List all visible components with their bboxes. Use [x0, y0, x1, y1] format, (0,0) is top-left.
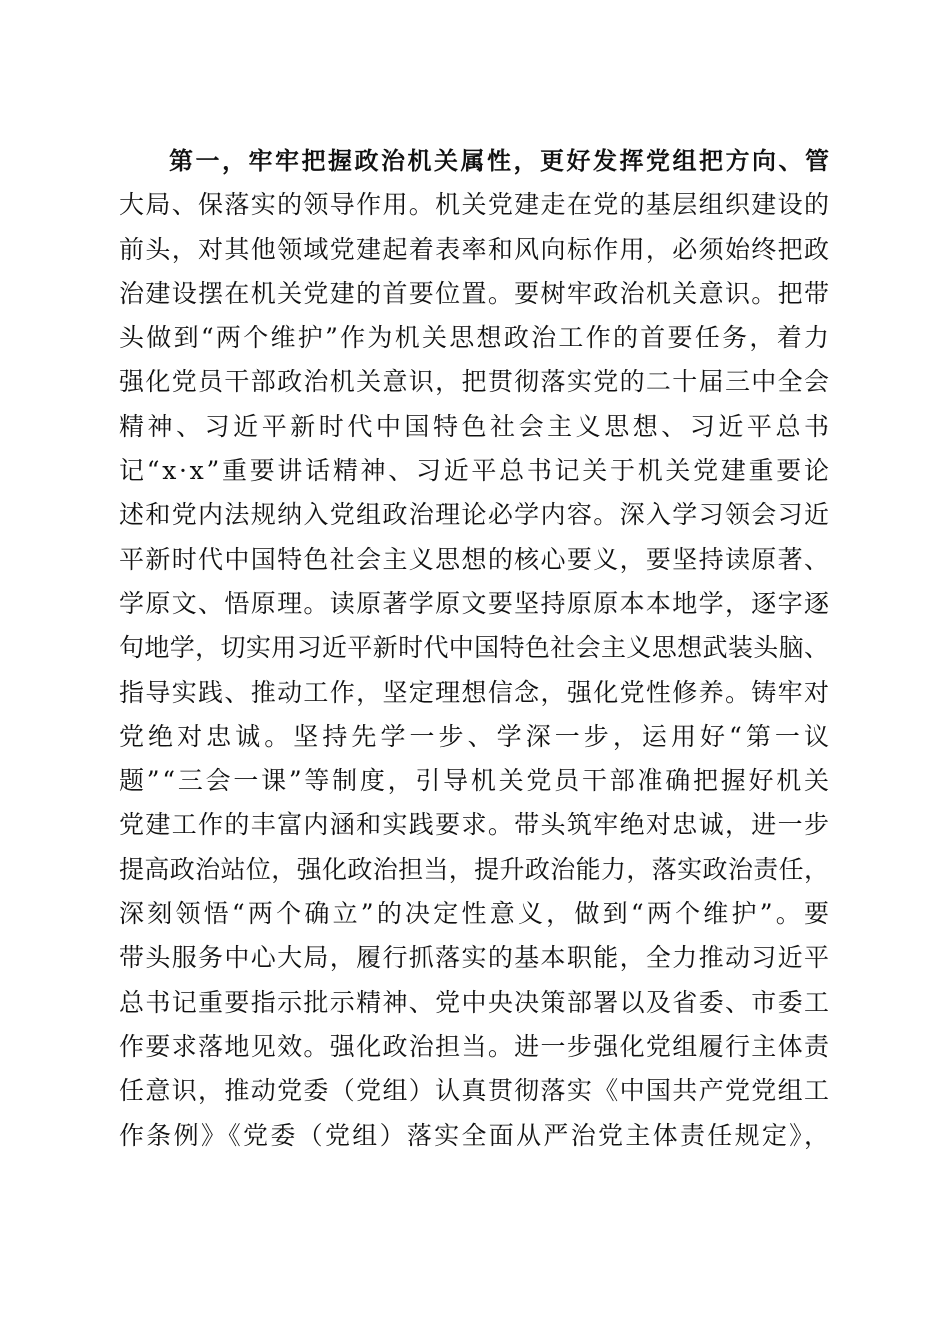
paragraph-lead-heading: 第一，牢牢把握政治机关属性，更好发挥党组把方向、管: [169, 147, 832, 175]
text-line: 治建设摆在机关党建的首要位置。要树牢政治机关意识。把带: [119, 278, 831, 308]
text-line: 党绝对忠诚。坚持先学一步、学深一步，运用好“第一议: [119, 721, 834, 751]
text-line: 提高政治站位，强化政治担当，提升政治能力，落实政治责任，: [119, 854, 830, 884]
text-line: 平新时代中国特色社会主义思想的核心要义，要坚持读原著、: [119, 544, 831, 574]
text-line: 强化党员干部政治机关意识，把贯彻落实党的二十届三中全会: [119, 367, 831, 397]
text-line: 题”“三会一课”等制度，引导机关党员干部准确把握好机关: [119, 766, 832, 796]
text-line: 记“x·x”重要讲话精神、习近平总书记关于机关党建重要论: [119, 456, 832, 486]
text-line: 总书记重要指示批示精神、党中央决策部署以及省委、市委工: [119, 987, 831, 1017]
text-line: 任意识，推动党委（党组）认真贯彻落实《中国共产党党组工: [119, 1076, 831, 1106]
text-line: 学原文、悟原理。读原著学原文要坚持原原本本地学，逐字逐: [119, 588, 831, 618]
text-line: 大局、保落实的领导作用。机关党建走在党的基层组织建设的: [119, 190, 831, 220]
text-line: 前头，对其他领域党建起着表率和风向标作用，必须始终把政: [119, 234, 831, 264]
text-line: 句地学，切实用习近平新时代中国特色社会主义思想武装头脑、: [119, 633, 830, 663]
text-line: 党建工作的丰富内涵和实践要求。带头筑牢绝对忠诚，进一步: [119, 810, 831, 840]
text-line: 指导实践、推动工作，坚定理想信念，强化党性修养。铸牢对: [119, 677, 831, 707]
text-line: 头做到“两个维护”作为机关思想政治工作的首要任务，着力: [119, 323, 832, 353]
text-line: 作条例》《党委（党组）落实全面从严治党主体责任规定》，: [119, 1120, 832, 1150]
text-line: 述和党内法规纳入党组政治理论必学内容。深入学习领会习近: [119, 500, 831, 530]
body-paragraph: [119, 139, 834, 1158]
text-line: 带头服务中心大局，履行抓落实的基本职能，全力推动习近平: [119, 943, 831, 973]
paragraph-first-line: [119, 139, 832, 183]
text-line: 作要求落地见效。强化政治担当。进一步强化党组履行主体责: [119, 1031, 831, 1061]
text-line: 深刻领悟“两个确立”的决定性意义，做到“两个维护”。要: [119, 899, 833, 929]
text-line: 精神、习近平新时代中国特色社会主义思想、习近平总书: [119, 411, 833, 441]
